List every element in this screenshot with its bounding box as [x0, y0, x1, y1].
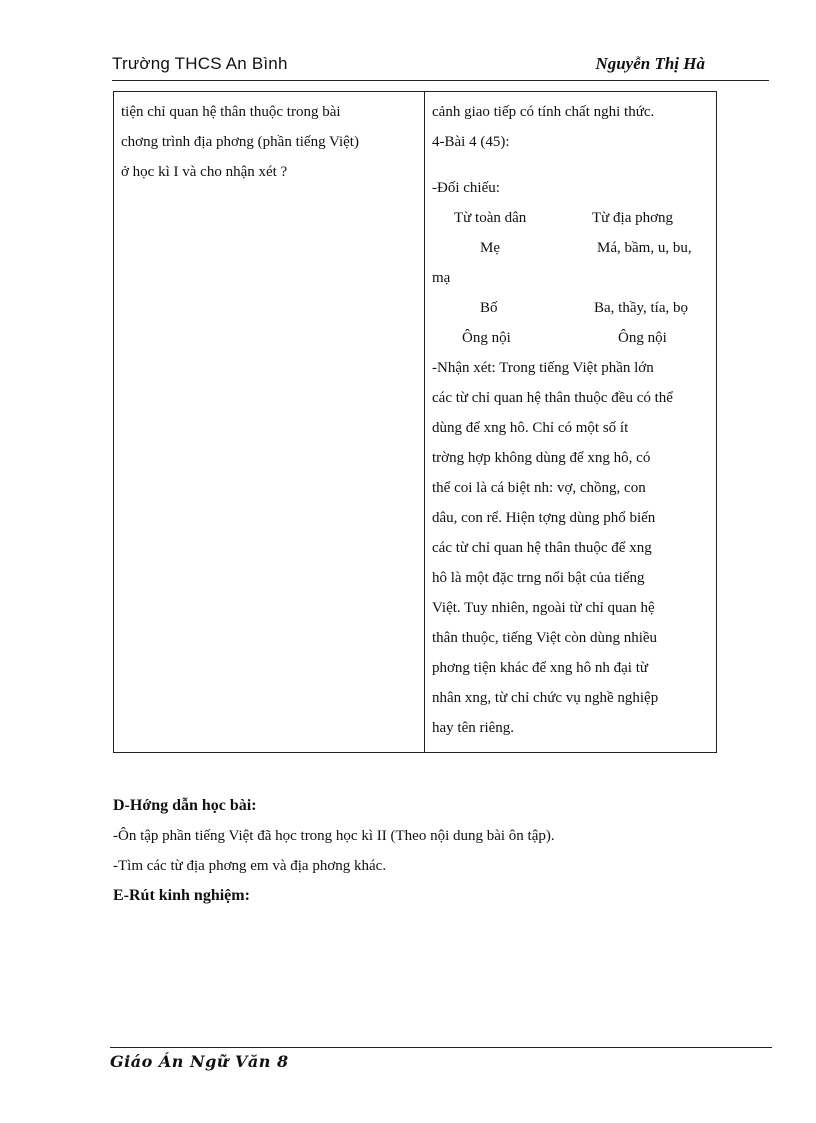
local-word-cont: mạ [432, 270, 451, 286]
comparison-row [432, 233, 712, 263]
comparison-row [432, 323, 712, 353]
local-word: Ông nội [618, 330, 667, 346]
question-line: tiện chỉ quan hệ thân thuộc trong bài [121, 104, 341, 120]
remark-line: các từ chỉ quan hệ thân thuộc để xng [432, 540, 652, 556]
remark-line: phơng tiện khác để xng hô nh đại từ [432, 660, 649, 676]
footer-rule [110, 1047, 772, 1048]
answer-cell [432, 97, 712, 743]
remark-line: hô là một đặc trng nổi bật của tiếng [432, 570, 645, 586]
remark-line: trờng hợp không dùng để xng hô, có [432, 450, 651, 466]
author-name: Nguyễn Thị Hà [595, 54, 705, 73]
answer-line: cảnh giao tiếp có tính chất nghi thức. [432, 104, 655, 120]
exercise-heading: 4-Bài 4 (45): [432, 134, 510, 150]
remark-line: dùng để xng hô. Chỉ có một số ít [432, 420, 629, 436]
question-line: chơng trình địa phơng (phần tiếng Việt) [121, 134, 359, 150]
remark-line: thân thuộc, tiếng Việt còn dùng nhiều [432, 630, 658, 646]
question-cell [121, 97, 419, 187]
comparison-row [432, 293, 712, 323]
remark-line: dâu, con rể. Hiện tợng dùng phổ biến [432, 510, 656, 526]
column-divider [424, 92, 425, 752]
col-head-standard: Từ toàn dân [454, 210, 527, 226]
lesson-table [113, 91, 717, 753]
school-name: Trường THCS An Bình [112, 54, 288, 73]
remark-line: hay tên riêng. [432, 720, 515, 736]
local-word: Má, bầm, u, bu, [597, 240, 692, 256]
comparison-heading: -Đối chiếu: [432, 180, 500, 196]
remark-line: -Nhận xét: Trong tiếng Việt phần lớn [432, 360, 654, 376]
remark-line: Việt. Tuy nhiên, ngoài từ chỉ quan hệ [432, 600, 655, 616]
section-d-item: -Tìm các từ địa phơng em và địa phơng khác. [113, 858, 387, 874]
section-d-title: D-Hớng dẫn học bài: [113, 797, 257, 814]
page-header [112, 52, 769, 81]
standard-word: Bố [480, 300, 498, 316]
remark-line: nhân xng, từ chỉ chức vụ nghề nghiệp [432, 690, 659, 706]
standard-word: Mẹ [480, 240, 500, 256]
question-line: ở học kì I và cho nhận xét ? [121, 164, 288, 180]
standard-word: Ông nội [462, 330, 511, 346]
footer-title: Giáo Án Ngữ Văn 8 [110, 1052, 289, 1071]
comparison-header-row [432, 203, 712, 233]
col-head-local: Từ địa phơng [592, 210, 674, 226]
local-word: Ba, thầy, tía, bọ [594, 300, 689, 316]
section-d-item: -Ôn tập phần tiếng Việt đã học trong học kì II (Theo nội dung bài ôn tập). [113, 828, 555, 844]
remark-line: thể coi là cá biệt nh: vợ, chồng, con [432, 480, 646, 496]
section-e-title: E-Rút kinh nghiệm: [113, 887, 250, 904]
remark-line: các từ chỉ quan hệ thân thuộc đều có thể [432, 390, 673, 406]
